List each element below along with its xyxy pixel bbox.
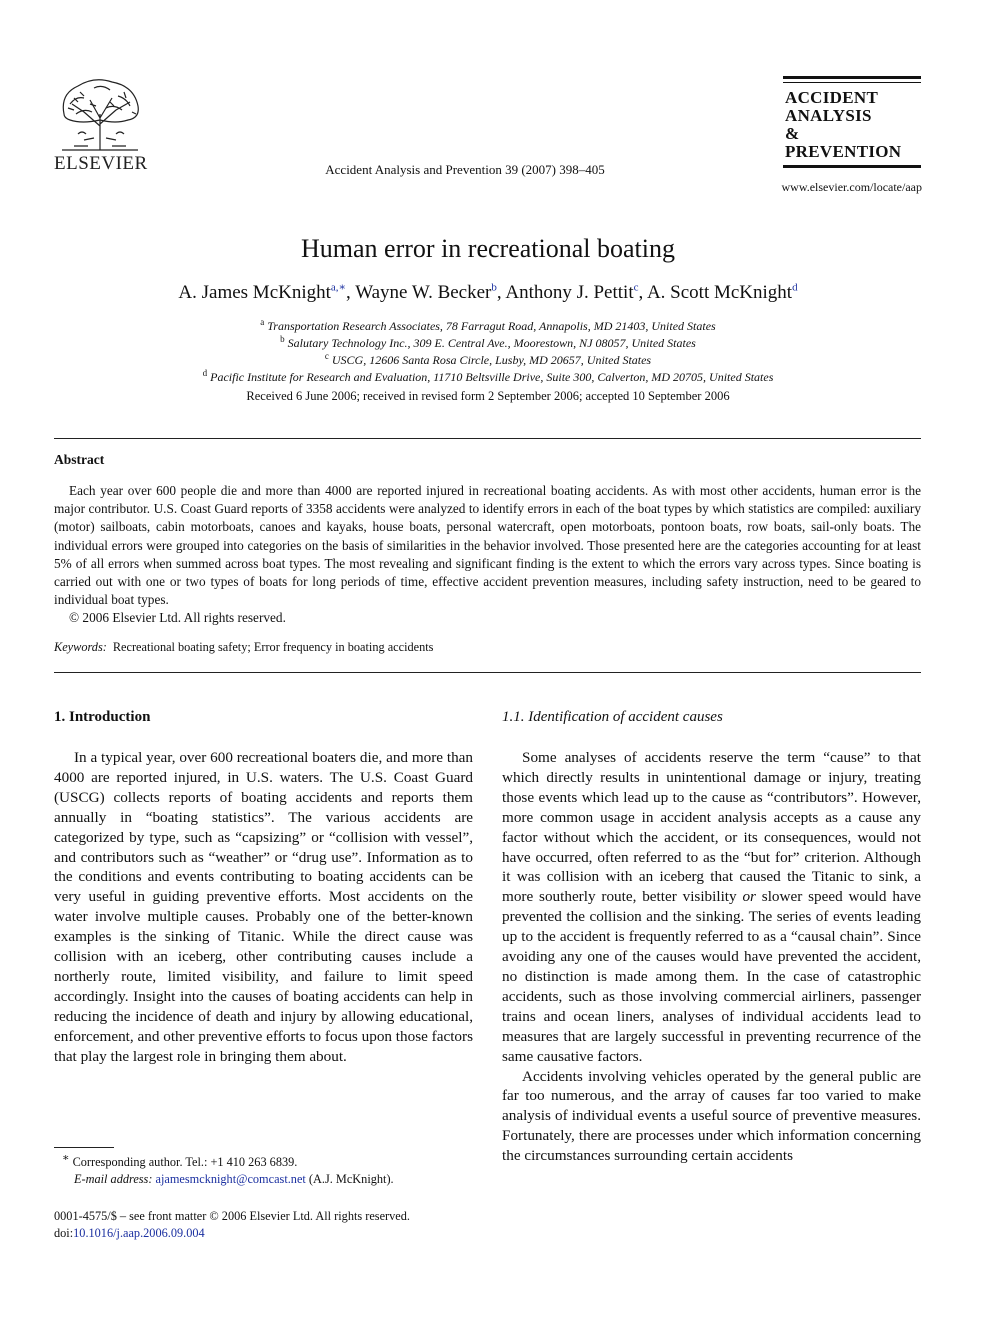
affiliation-list — [0, 318, 976, 386]
footnote-corresponding-text: Corresponding author. Tel.: +1 410 263 6839. — [72, 1155, 298, 1169]
author-separator: , — [346, 282, 356, 303]
email-suffix: (A.J. McKnight). — [308, 1171, 394, 1186]
section-heading-introduction: 1. Introduction — [54, 709, 151, 725]
left-column — [54, 706, 473, 1067]
affiliation-item — [0, 369, 976, 386]
page-footer — [54, 1208, 410, 1241]
author-affiliation-mark[interactable]: a,∗ — [330, 281, 347, 294]
affiliation-mark: a — [260, 317, 265, 327]
publisher-logo-text: ELSEVIER — [54, 153, 148, 174]
affiliation-mark: d — [202, 368, 208, 378]
abstract-copyright: © 2006 Elsevier Ltd. All rights reserved. — [69, 610, 286, 626]
affiliation-text: Pacific Institute for Research and Evaluation, 11710 Beltsville Drive, Suite 300, Calverton, MD 20705, United States — [210, 370, 774, 384]
right-column — [502, 706, 921, 1166]
author-affiliation-mark[interactable]: c — [633, 281, 639, 294]
elsevier-tree-icon — [54, 74, 146, 152]
affiliation-text: Transportation Research Associates, 78 Farragut Road, Annapolis, MD 21403, United States — [267, 319, 716, 333]
masthead-top-rule — [783, 76, 921, 79]
author-name: Wayne W. Becker — [355, 282, 492, 303]
author-separator: , — [496, 282, 506, 303]
keywords-text: Recreational boating safety; Error frequency in boating accidents — [112, 640, 434, 654]
elsevier-logo — [54, 74, 146, 175]
affiliation-item — [0, 352, 976, 369]
affiliation-text: Salutary Technology Inc., 309 E. Central Ave., Moorestown, NJ 08057, United States — [287, 336, 696, 350]
introduction-paragraph: In a typical year, over 600 recreational boaters die, and more than 4000 are reported injured, in U.S. waters. The U.S. Coast Guard (USCG) collects reports of boating accidents and reports them annually in “boating statistics”. The various accidents are categorized by type, such as “capsizing” or “collision with vessel”, and contributors such as “weather” or “drug use”. Information as to the conditions and events contributing to boating accidents can be very useful in guiding preventive efforts. Most accidents on the water involve multiple causes. Probably one of the better-known examples is the sinking of Titanic. While the direct cause was collision with an iceberg, other contributing causes include a northerly route, limited visibility, and failure to limit speed accordingly. Insight into the causes of boating accidents can help in reducing the incidence of death and injury by allowing educational, enforcement, and other preventive efforts to focus upon those factors that play the largest role in bringing them about. — [54, 749, 473, 1065]
article-title: Human error in recreational boating — [301, 234, 675, 263]
masthead-title — [785, 89, 921, 161]
masthead-line: ACCIDENT — [785, 88, 879, 107]
email-link[interactable]: ajamesmcknight@comcast.net — [155, 1171, 306, 1186]
email-label: E-mail address: — [74, 1171, 153, 1186]
author-name: Anthony J. Pettit — [505, 282, 634, 303]
masthead-line: & — [785, 124, 800, 143]
author-name: A. Scott McKnight — [646, 282, 793, 303]
affiliation-mark: c — [324, 351, 329, 361]
keywords — [54, 640, 433, 655]
doi-label: doi: — [54, 1225, 74, 1240]
affiliation-text: USCG, 12606 Santa Rosa Circle, Lusby, MD 20657, United States — [331, 353, 652, 367]
footnote-mark: ∗ — [62, 1151, 70, 1164]
affiliation-item — [0, 318, 976, 335]
paragraph-text: slower speed would have prevented the collision and the sinking. The series of events leading up to the accident is frequently referred to as a “causal chain”. Since avoiding any one of the causes would have prevented the accident, no distinction is made among them. In the case of catastrophic accidents, such as those involving commercial airliners, passenger trains and ocean liners, analyses of individual accidents lead to measures that are largely successful in preventing recurrence of the same causative factors. — [502, 888, 921, 1065]
subsection-heading-accident-causes: 1.1. Identification of accident causes — [502, 709, 723, 725]
affiliation-item — [0, 335, 976, 352]
accident-causes-paragraph-2: Accidents involving vehicles operated by the general public are far too numerous, and the array of causes far too varied to make analysis of individual events a useful source of preventive measures. Fortunately, there are processes under which information concerning the circumstances surrounding certain accidents — [502, 1067, 921, 1165]
issn-line: 0001-4575/$ – see front matter © 2006 Elsevier Ltd. All rights reserved. — [54, 1209, 410, 1223]
masthead-thin-rule — [783, 82, 921, 83]
doi-link[interactable]: 10.1016/j.aap.2006.09.004 — [73, 1225, 205, 1240]
abstract-top-divider — [54, 438, 921, 439]
journal-reference: Accident Analysis and Prevention 39 (2007) 398–405 — [325, 162, 605, 177]
footnote-corresponding — [54, 1151, 394, 1171]
paragraph-emphasis: or — [742, 888, 756, 906]
author-affiliation-mark[interactable]: d — [792, 281, 798, 294]
doi-line — [54, 1225, 410, 1242]
journal-url-link[interactable]: www.elsevier.com/locate/aap — [781, 180, 922, 194]
author-name: A. James McKnight — [178, 282, 331, 303]
abstract-text: Each year over 600 people die and more than 4000 are reported injured in recreational boating accidents. As with most other accidents, human error is the major contributor. U.S. Coast Guard reports of 3358 accidents were analyzed to identify errors in each of the boat types by which statistics are compiled: auxiliary (motor) sailboats, cabin motorboats, canoes and kayaks, house boats, personal watercraft, open motorboats, pontoon boats, row boats, sail-only boats. The individual errors were grouped into categories on the basis of similarities in the behavior involved. Those presented here are the categories accounting for at least 5% of all errors when summed across boat types. The most revealing and significant finding is the extent to which the errors vary across types. Since boating is carried out with one or two types of boats for long periods of time, effective accident prevention measures, including safety instruction, need to be geared to individual boat types. — [54, 483, 921, 608]
affiliation-mark: b — [280, 334, 285, 344]
paragraph-text: Some analyses of accidents reserve the term “cause” to that which directly results in unintentional damage or injury, treating those events which lead up to the cause as “contributors”. However, more common usage in accident analysis accepts as a cause any factor without which the accident, or its consequences, would not have occurred, often referred to as the “but for” criterion. Although it was collision with an iceberg that caused the Titanic to sink, a more southerly route, better visibility — [502, 749, 921, 906]
journal-masthead — [783, 76, 921, 168]
footnote — [54, 1151, 394, 1187]
received-dates: Received 6 June 2006; received in revised form 2 September 2006; accepted 10 September 2006 — [246, 389, 730, 403]
abstract-bottom-divider — [54, 672, 921, 673]
keywords-label: Keywords: — [54, 640, 107, 654]
masthead-bottom-rule — [783, 165, 921, 168]
masthead-line: ANALYSIS — [785, 106, 872, 125]
author-affiliation-mark[interactable]: b — [491, 281, 497, 294]
masthead-line: PREVENTION — [785, 142, 902, 161]
accident-causes-paragraph-1 — [502, 748, 921, 1067]
abstract-body — [54, 482, 921, 628]
author-list — [0, 282, 976, 304]
footnote-divider — [54, 1147, 114, 1148]
author-separator: , — [638, 282, 647, 303]
abstract-heading: Abstract — [54, 452, 105, 467]
footnote-email — [54, 1171, 394, 1188]
